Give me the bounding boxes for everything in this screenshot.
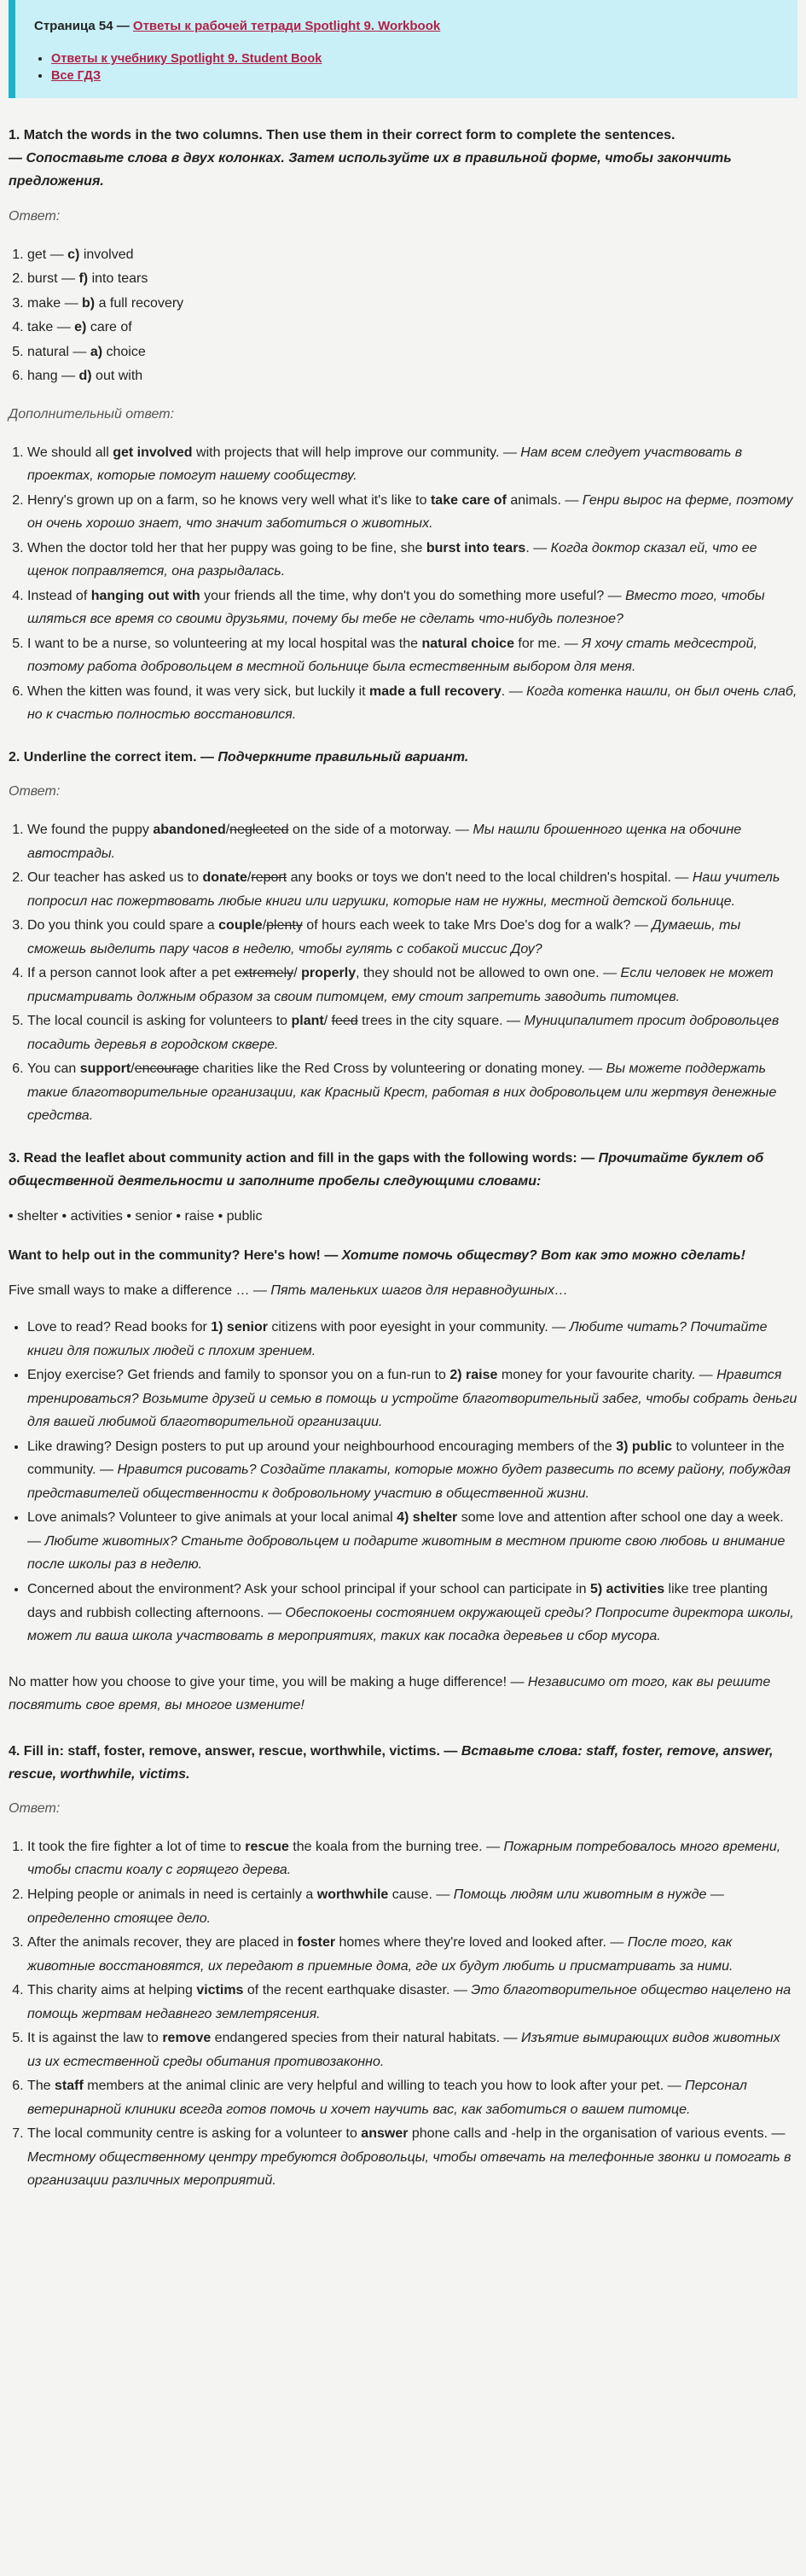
- leaflet-item: [27, 1506, 797, 1577]
- translation: Думаешь, ты сможешь выделить пару часов в неделю, чтобы гулять с собакой миссис Доу?: [27, 918, 741, 957]
- correct-choice: plant: [291, 1014, 324, 1029]
- answer-word: burst into tears: [426, 540, 526, 555]
- answer-word: take care of: [430, 492, 507, 508]
- translation: Любите животных? Станьте добровольцем и подарите животным в местном приюте свою любовь и внимание после школы раз в неделю.: [27, 1533, 786, 1573]
- answer-word: remove: [162, 2031, 212, 2046]
- exercise-3-title: [9, 1147, 797, 1193]
- leaflet-heading: [9, 1244, 797, 1267]
- leaflet-item: [27, 1364, 797, 1434]
- sentence-item: [27, 1931, 797, 1978]
- choice-separator: /: [130, 1061, 135, 1077]
- answer-word: 1) senior: [211, 1320, 268, 1335]
- sentence-start: We should all: [27, 445, 113, 460]
- leaflet-heading-ru: Хотите помочь обществу? Вот как это можно сделать!: [341, 1247, 745, 1263]
- correct-choice: donate: [202, 870, 247, 886]
- exercise-1-title-ru: — Сопоставьте слова в двух колонках. Затем используйте их в правильной форме, чтобы закончить предложения.: [9, 151, 732, 189]
- sentence-end: . —: [525, 540, 551, 555]
- leaflet-closing-ru: Независимо от того, как вы решите посвятить свое время, вы многое измените!: [9, 1674, 771, 1713]
- choice-separator: /: [262, 918, 267, 933]
- exercise-4-items: [9, 1835, 797, 2193]
- sentence-item: [27, 441, 797, 488]
- sentence-start: Do you think you could spare a: [27, 918, 219, 933]
- sentence-start: It took the fire fighter a lot of time to: [27, 1839, 246, 1854]
- leaflet-item: [27, 1316, 797, 1363]
- sentence-end: homes where they're loved and looked after. —: [335, 1935, 628, 1951]
- sentence-end: citizens with poor eyesight in your community. —: [267, 1320, 570, 1335]
- exercise-4-title-en: 4. Fill in: staff, foster, remove, answer, rescue, worthwhile, victims. —: [9, 1743, 461, 1759]
- leaflet-item: [27, 1435, 797, 1506]
- translation: Любите читать? Почитайте книги для пожилых людей с плохим зрением.: [27, 1320, 768, 1358]
- nav-link-item: [51, 52, 779, 66]
- sentence-start: This charity aims at helping: [27, 1983, 197, 1998]
- sentence-item: [27, 1979, 797, 2026]
- answer-word: 2) raise: [449, 1368, 498, 1383]
- sentence-item: [27, 632, 797, 679]
- exercise-4-title-ru: Вставьте слова: staff, foster, remove, answer, rescue, worthwhile, victims.: [9, 1743, 774, 1782]
- translation: Местному общественному центру требуются добровольцы, чтобы отвечать на телефонные звонки и помогать в организации различных мероприятий.: [27, 2149, 792, 2189]
- answer-word: answer: [361, 2126, 409, 2142]
- sentence-end: your friends all the time, why don't you do something more useful? —: [200, 588, 626, 603]
- extra-answer-label: Дополнительный ответ:: [9, 406, 175, 422]
- sentence-start: Love animals? Volunteer to give animals at your local animal: [27, 1510, 397, 1526]
- sentence-end: animals. —: [506, 492, 583, 508]
- translation: Это благотворительное общество нацелено на помощь жертвам недавнего землетрясения.: [27, 1983, 792, 2021]
- sentence-start: Instead of: [27, 588, 91, 603]
- translation: Муниципалитет просит добровольцев посадить деревья в городском сквере.: [27, 1014, 780, 1052]
- match-letter: a): [90, 344, 103, 359]
- leaflet-intro-ru: Пять маленьких шагов для неравнодушных…: [270, 1282, 568, 1298]
- match-phrase: involved: [79, 247, 134, 262]
- match-word: take —: [27, 320, 75, 335]
- translation: Наш учитель попросил нас пожертвовать любые книги или игрушки, которые нам не нужны, местной детской больнице.: [27, 870, 780, 909]
- match-word: get —: [27, 247, 68, 262]
- sentence-start: Enjoy exercise? Get friends and family to sponsor you on a fun-run to: [27, 1368, 450, 1383]
- wrong-choice: feed: [331, 1014, 358, 1029]
- sentence-start: Concerned about the environment? Ask your school principal if your school can participate in: [27, 1582, 590, 1596]
- choice-separator: /: [225, 823, 230, 838]
- match-word: hang —: [27, 369, 79, 384]
- answer-word: 3) public: [616, 1439, 672, 1454]
- sentence-item: [27, 537, 797, 584]
- answer-word: foster: [297, 1935, 336, 1951]
- correct-choice: abandoned: [153, 823, 226, 838]
- sentence-end: , they should not be allowed to own one. —: [356, 966, 621, 981]
- sentence-item: [27, 680, 797, 727]
- nav-title: [34, 19, 779, 33]
- exercise-1-title-en: 1. Match the words in the two columns. Then use them in their correct form to complete the sentences.: [9, 128, 676, 142]
- translation: После того, как животные восстановятся, их передают в приемные дома, где их будут любить и присматривать за ними.: [27, 1935, 734, 1974]
- translation: Пожарным потребовалось много времени, чтобы спасти коалу с горящего дерева.: [27, 1839, 781, 1878]
- choice-item: [27, 1009, 797, 1056]
- correct-choice: couple: [218, 918, 263, 933]
- leaflet-intro-en: Five small ways to make a difference … —: [9, 1282, 271, 1298]
- sentence-start: You can: [27, 1061, 80, 1077]
- translation: Изъятие вымирающих видов животных из их естественной среды обитания противозаконно.: [27, 2031, 780, 2069]
- leaflet-heading-en: Want to help out in the community? Here's how! —: [9, 1247, 342, 1263]
- translation: Генри вырос на ферме, поэтому он очень хорошо знает, что значит заботиться о животных.: [27, 492, 793, 532]
- sentence-start: Henry's grown up on a farm, so he knows very well what it's like to: [27, 492, 431, 508]
- sentence-start: The local community centre is asking for a volunteer to: [27, 2126, 362, 2142]
- match-word: make —: [27, 295, 83, 311]
- sentence-start: When the kitten was found, it was very sick, but luckily it: [27, 683, 370, 699]
- leaflet-closing-en: No matter how you choose to give your time, you will be making a huge difference! —: [9, 1674, 528, 1689]
- workbook-answers-link[interactable]: Ответы к рабочей тетради Spotlight 9. Workbook: [132, 19, 441, 33]
- sentence-start: The: [27, 2079, 55, 2094]
- answer-label: Ответ:: [9, 1800, 61, 1816]
- correct-choice: properly: [301, 966, 357, 981]
- translation: Помощь людям или животным в нужде — определенно стоящее дело.: [27, 1887, 724, 1926]
- sentence-item: [27, 2026, 797, 2073]
- choice-item: [27, 1057, 797, 1128]
- sentence-start: We found the puppy: [27, 823, 154, 838]
- answer-word: get involved: [113, 445, 193, 460]
- exercise-3-items: [9, 1316, 797, 1648]
- match-letter: e): [74, 320, 87, 335]
- all-gdz-link[interactable]: Все ГДЗ: [51, 69, 101, 83]
- sentence-end: endangered species from their natural habitats. —: [211, 2031, 521, 2046]
- choice-separator: /: [323, 1014, 332, 1029]
- exercise-4-title: [9, 1740, 797, 1786]
- sentence-end: cause. —: [388, 1887, 454, 1902]
- match-phrase: into tears: [88, 271, 148, 287]
- translation: Когда котенка нашли, он был очень слаб, но к счастью полностью восстановился.: [27, 683, 797, 723]
- exercise-1-matches: [9, 243, 797, 388]
- sentence-end: like tree planting days and rubbish collecting afternoons. —: [27, 1582, 768, 1620]
- navigation-box: [9, 0, 797, 98]
- sentence-end: members at the animal clinic are very helpful and willing to teach you how to look after your pet. —: [83, 2079, 686, 2094]
- answer-word: victims: [196, 1983, 244, 1998]
- translation: Нравится рисовать? Создайте плакаты, которые можно будет развесить по всему району, побуждая представителей общественности к добровольному участию в общественной жизни.: [27, 1462, 791, 1501]
- sentence-end: of the recent earthquake disaster. —: [243, 1983, 472, 1998]
- match-item: [27, 316, 797, 340]
- match-item: [27, 243, 797, 267]
- translation: Вы можете поддержать такие благотворительные организации, как Красный Крест, работая в них добровольцем или жертвуя денежные средства.: [27, 1061, 777, 1124]
- wrong-choice: neglected: [229, 823, 289, 838]
- answer-word: rescue: [245, 1839, 289, 1854]
- content: [9, 124, 797, 2193]
- word-bank: • shelter • activities • senior • raise • public: [9, 1209, 263, 1224]
- answer-word: hanging out with: [90, 588, 200, 603]
- match-item: [27, 364, 797, 388]
- match-phrase: out with: [91, 369, 143, 384]
- match-phrase: a full recovery: [95, 295, 184, 311]
- leaflet-item: [27, 1578, 797, 1649]
- translation: Я хочу стать медсестрой, поэтому работа добровольцем в местной больнице была естественным выбором для меня.: [27, 636, 757, 675]
- choice-separator: /: [293, 966, 302, 981]
- translation: Мы нашли брошенного щенка на обочине автострады.: [27, 823, 742, 861]
- answer-word: natural choice: [421, 636, 514, 651]
- answer-word: staff: [55, 2079, 84, 2094]
- match-item: [27, 292, 797, 316]
- sentence-start: It is against the law to: [27, 2031, 163, 2046]
- exercise-3-title-en: 3. Read the leaflet about community action and fill in the gaps with the following words: —: [9, 1150, 599, 1166]
- exercise-2-title-en: 2. Underline the correct item. —: [9, 749, 218, 765]
- sentence-start: Our teacher has asked us to: [27, 870, 203, 886]
- sentence-end: with projects that will help improve our community. —: [192, 445, 521, 460]
- wrong-choice: extremely: [234, 966, 294, 981]
- sentence-end: money for your favourite charity. —: [497, 1368, 717, 1383]
- match-phrase: care of: [86, 320, 132, 335]
- choice-item: [27, 914, 797, 961]
- sentence-end: some love and attention after school one day a week. —: [27, 1510, 784, 1549]
- sentence-item: [27, 2074, 797, 2121]
- translation: Персонал ветеринарной клиники всегда готов помочь и хочет научить вас, как заботиться о вашем питомце.: [27, 2079, 747, 2117]
- sentence-start: I want to be a nurse, so volunteering at my local hospital was the: [27, 636, 422, 651]
- match-letter: b): [82, 295, 96, 311]
- translation: Нам всем следует участвовать в проектах, которые помогут нашему сообществу.: [27, 445, 743, 484]
- sentence-item: [27, 584, 797, 631]
- sentence-end: any books or toys we don't need to the local children's hospital. —: [287, 870, 693, 886]
- sentence-end: charities like the Red Cross by volunteering or donating money. —: [199, 1061, 606, 1077]
- sentence-end: the koala from the burning tree. —: [288, 1839, 504, 1854]
- answer-word: worthwhile: [316, 1887, 389, 1902]
- correct-choice: support: [79, 1061, 131, 1077]
- translation: Обеспокоены состоянием окружающей среды? Попросите директора школы, может ли ваша школа участвовать в мероприятиях, таких как посадка деревьев и сбор мусора.: [27, 1605, 794, 1644]
- match-letter: d): [78, 369, 92, 384]
- leaflet-closing: [9, 1671, 797, 1718]
- exercise-1-title: [9, 124, 797, 194]
- wrong-choice: encourage: [134, 1061, 200, 1077]
- match-letter: c): [67, 247, 80, 262]
- sentence-end: for me. —: [513, 636, 583, 651]
- answer-label: Ответ:: [9, 208, 61, 224]
- sentence-start: When the doctor told her that her puppy was going to be fine, she: [27, 540, 426, 555]
- exercise-2-title-ru: Подчеркните правильный вариант.: [217, 749, 469, 765]
- sentence-start: Helping people or animals in need is certainly a: [27, 1887, 317, 1902]
- answer-word: 4) shelter: [397, 1510, 458, 1526]
- sentence-end: of hours each week to take Mrs Doe's dog for a walk? —: [302, 918, 652, 933]
- sentence-item: [27, 489, 797, 536]
- sentence-end: trees in the city square. —: [357, 1014, 525, 1029]
- match-item: [27, 340, 797, 364]
- translation: Вместо того, чтобы шляться все время со своими друзьями, почему бы тебе не сделать что-нибудь полезное?: [27, 588, 765, 627]
- exercise-3-title-ru: Прочитайте буклет об общественной деятельности и заполните пробелы следующими словами:: [9, 1150, 764, 1189]
- student-book-answers-link[interactable]: Ответы к учебнику Spotlight 9. Student Book: [51, 52, 322, 66]
- choice-item: [27, 866, 797, 913]
- translation: Нравится тренироваться? Возьмите друзей и семью в помощь и устройте благотворительный забег, чтобы собрать деньги для вашей любимой благотворительной организации.: [27, 1368, 797, 1430]
- match-word: natural —: [27, 344, 90, 359]
- answer-label: Ответ:: [9, 784, 61, 800]
- match-word: burst —: [27, 271, 79, 287]
- choice-separator: /: [246, 870, 252, 886]
- sentence-end: on the side of a motorway. —: [288, 823, 473, 838]
- sentence-item: [27, 1835, 797, 1882]
- sentence-end: to volunteer in the community. —: [27, 1439, 785, 1478]
- sentence-start: The local council is asking for volunteers to: [27, 1014, 292, 1029]
- exercise-2-items: [9, 818, 797, 1128]
- nav-link-item: [51, 69, 779, 83]
- match-phrase: choice: [102, 344, 146, 359]
- answer-word: made a full recovery: [369, 683, 502, 699]
- sentence-start: Like drawing? Design posters to put up around your neighbourhood encouraging members of the: [27, 1439, 617, 1454]
- wrong-choice: plenty: [266, 918, 303, 933]
- exercise-1-sentences: [9, 441, 797, 727]
- leaflet-intro: [9, 1279, 797, 1303]
- choice-item: [27, 962, 797, 1009]
- sentence-start: If a person cannot look after a pet: [27, 966, 235, 981]
- match-item: [27, 267, 797, 291]
- sentence-item: [27, 2122, 797, 2193]
- match-letter: f): [78, 271, 89, 287]
- exercise-2-title: [9, 746, 797, 769]
- sentence-start: After the animals recover, they are placed in: [27, 1935, 298, 1951]
- translation: Когда доктор сказал ей, что ее щенок поправляется, она разрыдалась.: [27, 540, 757, 579]
- nav-links: [34, 52, 779, 83]
- sentence-end: phone calls and -help in the organisation of various events. —: [408, 2126, 786, 2142]
- choice-item: [27, 818, 797, 865]
- answer-word: 5) activities: [589, 1582, 665, 1596]
- translation: Если человек не может присматривать должным образом за своим питомцем, ему стоит запретить заводить питомцев.: [27, 966, 774, 1004]
- page-number-label: Страница 54 —: [34, 19, 130, 33]
- sentence-end: . —: [501, 683, 527, 699]
- sentence-item: [27, 1883, 797, 1930]
- sentence-start: Love to read? Read books for: [27, 1320, 212, 1335]
- wrong-choice: report: [251, 870, 287, 886]
